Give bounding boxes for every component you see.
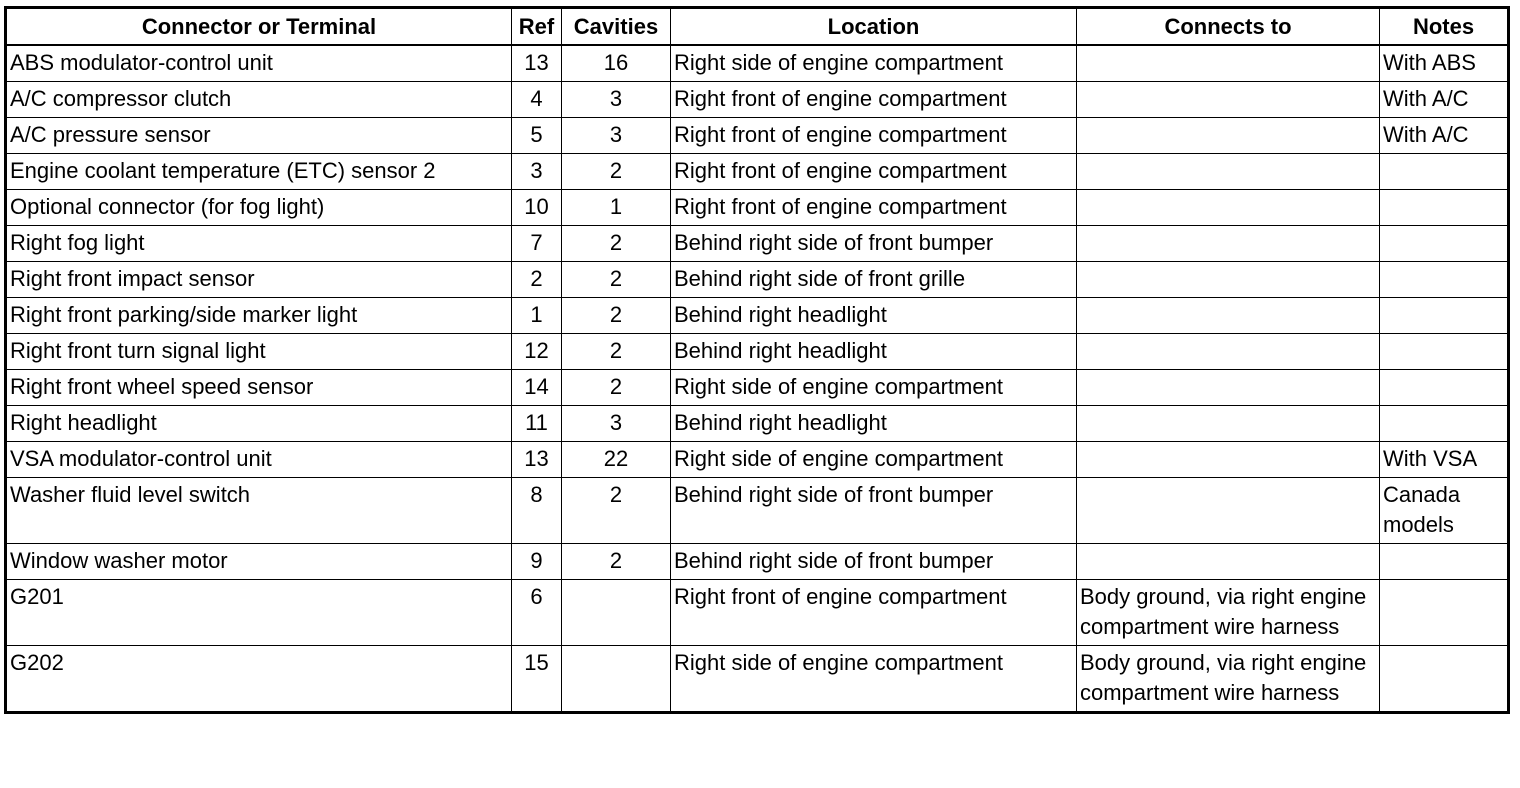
table-row: [6, 190, 1509, 226]
cell-connects-to: [1077, 406, 1380, 442]
cell-connector: A/C compressor clutch: [6, 82, 512, 118]
cell-connects-to: [1077, 226, 1380, 262]
cell-cavities: 2: [562, 334, 671, 370]
table-row: [6, 646, 1509, 713]
cell-connects-to: [1077, 442, 1380, 478]
header-location: Location: [671, 8, 1077, 46]
cell-connects-to: [1077, 334, 1380, 370]
cell-location: Behind right side of front bumper: [671, 226, 1077, 262]
cell-ref: 12: [512, 334, 562, 370]
header-connects-to: Connects to: [1077, 8, 1380, 46]
cell-notes: [1380, 646, 1509, 713]
cell-connects-to: Body ground, via right engine compartment wire harness: [1077, 580, 1380, 646]
cell-connector: A/C pressure sensor: [6, 118, 512, 154]
table-row: [6, 580, 1509, 646]
cell-cavities: 2: [562, 262, 671, 298]
cell-connector: Right front parking/side marker light: [6, 298, 512, 334]
cell-connector: Window washer motor: [6, 544, 512, 580]
table-row: [6, 298, 1509, 334]
cell-connector: G201: [6, 580, 512, 646]
cell-notes: [1380, 154, 1509, 190]
cell-location: Right side of engine compartment: [671, 45, 1077, 82]
cell-notes: With ABS: [1380, 45, 1509, 82]
cell-location: Right front of engine compartment: [671, 118, 1077, 154]
cell-notes: With A/C: [1380, 118, 1509, 154]
cell-location: Right front of engine compartment: [671, 580, 1077, 646]
cell-connects-to: [1077, 478, 1380, 544]
cell-cavities: 16: [562, 45, 671, 82]
cell-connector: Right front turn signal light: [6, 334, 512, 370]
cell-notes: [1380, 226, 1509, 262]
cell-location: Right front of engine compartment: [671, 82, 1077, 118]
cell-cavities: 22: [562, 442, 671, 478]
cell-connector: Right headlight: [6, 406, 512, 442]
table-row: [6, 442, 1509, 478]
cell-cavities: 2: [562, 298, 671, 334]
cell-cavities: 2: [562, 154, 671, 190]
cell-location: Right front of engine compartment: [671, 154, 1077, 190]
cell-cavities: [562, 580, 671, 646]
cell-connects-to: [1077, 45, 1380, 82]
cell-notes: [1380, 298, 1509, 334]
cell-connector: ABS modulator-control unit: [6, 45, 512, 82]
table-row: [6, 118, 1509, 154]
cell-location: Behind right headlight: [671, 334, 1077, 370]
cell-connects-to: [1077, 262, 1380, 298]
cell-notes: [1380, 544, 1509, 580]
cell-connects-to: [1077, 370, 1380, 406]
cell-location: Behind right headlight: [671, 406, 1077, 442]
header-cavities: Cavities: [562, 8, 671, 46]
cell-connector: Optional connector (for fog light): [6, 190, 512, 226]
cell-connects-to: [1077, 544, 1380, 580]
cell-ref: 13: [512, 45, 562, 82]
cell-location: Right side of engine compartment: [671, 646, 1077, 713]
cell-cavities: 2: [562, 544, 671, 580]
table-row: [6, 226, 1509, 262]
cell-ref: 8: [512, 478, 562, 544]
cell-ref: 5: [512, 118, 562, 154]
cell-notes: With A/C: [1380, 82, 1509, 118]
header-row: [6, 8, 1509, 46]
cell-cavities: [562, 646, 671, 713]
connector-table-container: [4, 6, 1510, 714]
table-row: [6, 334, 1509, 370]
header-connector: Connector or Terminal: [6, 8, 512, 46]
cell-location: Right front of engine compartment: [671, 190, 1077, 226]
cell-cavities: 2: [562, 226, 671, 262]
table-row: [6, 45, 1509, 82]
cell-connector: VSA modulator-control unit: [6, 442, 512, 478]
cell-connector: Right front wheel speed sensor: [6, 370, 512, 406]
cell-location: Right side of engine compartment: [671, 370, 1077, 406]
cell-cavities: 3: [562, 118, 671, 154]
cell-cavities: 1: [562, 190, 671, 226]
cell-connector: Right front impact sensor: [6, 262, 512, 298]
cell-ref: 3: [512, 154, 562, 190]
cell-ref: 10: [512, 190, 562, 226]
cell-connects-to: [1077, 154, 1380, 190]
header-ref: Ref: [512, 8, 562, 46]
table-row: [6, 478, 1509, 544]
cell-location: Right side of engine compartment: [671, 442, 1077, 478]
cell-notes: [1380, 262, 1509, 298]
cell-ref: 15: [512, 646, 562, 713]
cell-notes: [1380, 370, 1509, 406]
cell-connector: G202: [6, 646, 512, 713]
cell-ref: 1: [512, 298, 562, 334]
cell-connects-to: [1077, 118, 1380, 154]
cell-ref: 4: [512, 82, 562, 118]
cell-location: Behind right side of front bumper: [671, 478, 1077, 544]
cell-notes: [1380, 580, 1509, 646]
cell-connects-to: Body ground, via right engine compartment wire harness: [1077, 646, 1380, 713]
table-row: [6, 544, 1509, 580]
cell-connector: Right fog light: [6, 226, 512, 262]
cell-cavities: 2: [562, 478, 671, 544]
cell-notes: [1380, 190, 1509, 226]
cell-notes: With VSA: [1380, 442, 1509, 478]
cell-location: Behind right side of front grille: [671, 262, 1077, 298]
table-row: [6, 82, 1509, 118]
table-row: [6, 262, 1509, 298]
cell-notes: Canada models: [1380, 478, 1509, 544]
cell-connects-to: [1077, 298, 1380, 334]
cell-ref: 2: [512, 262, 562, 298]
cell-connects-to: [1077, 82, 1380, 118]
cell-ref: 11: [512, 406, 562, 442]
table-row: [6, 154, 1509, 190]
cell-notes: [1380, 406, 1509, 442]
cell-cavities: 3: [562, 406, 671, 442]
cell-ref: 7: [512, 226, 562, 262]
connector-table: [4, 6, 1510, 714]
cell-notes: [1380, 334, 1509, 370]
cell-cavities: 3: [562, 82, 671, 118]
cell-ref: 13: [512, 442, 562, 478]
table-row: [6, 406, 1509, 442]
cell-connector: Washer fluid level switch: [6, 478, 512, 544]
cell-cavities: 2: [562, 370, 671, 406]
cell-ref: 14: [512, 370, 562, 406]
cell-location: Behind right headlight: [671, 298, 1077, 334]
table-row: [6, 370, 1509, 406]
cell-connector: Engine coolant temperature (ETC) sensor 2: [6, 154, 512, 190]
header-notes: Notes: [1380, 8, 1509, 46]
cell-ref: 9: [512, 544, 562, 580]
cell-ref: 6: [512, 580, 562, 646]
cell-location: Behind right side of front bumper: [671, 544, 1077, 580]
cell-connects-to: [1077, 190, 1380, 226]
